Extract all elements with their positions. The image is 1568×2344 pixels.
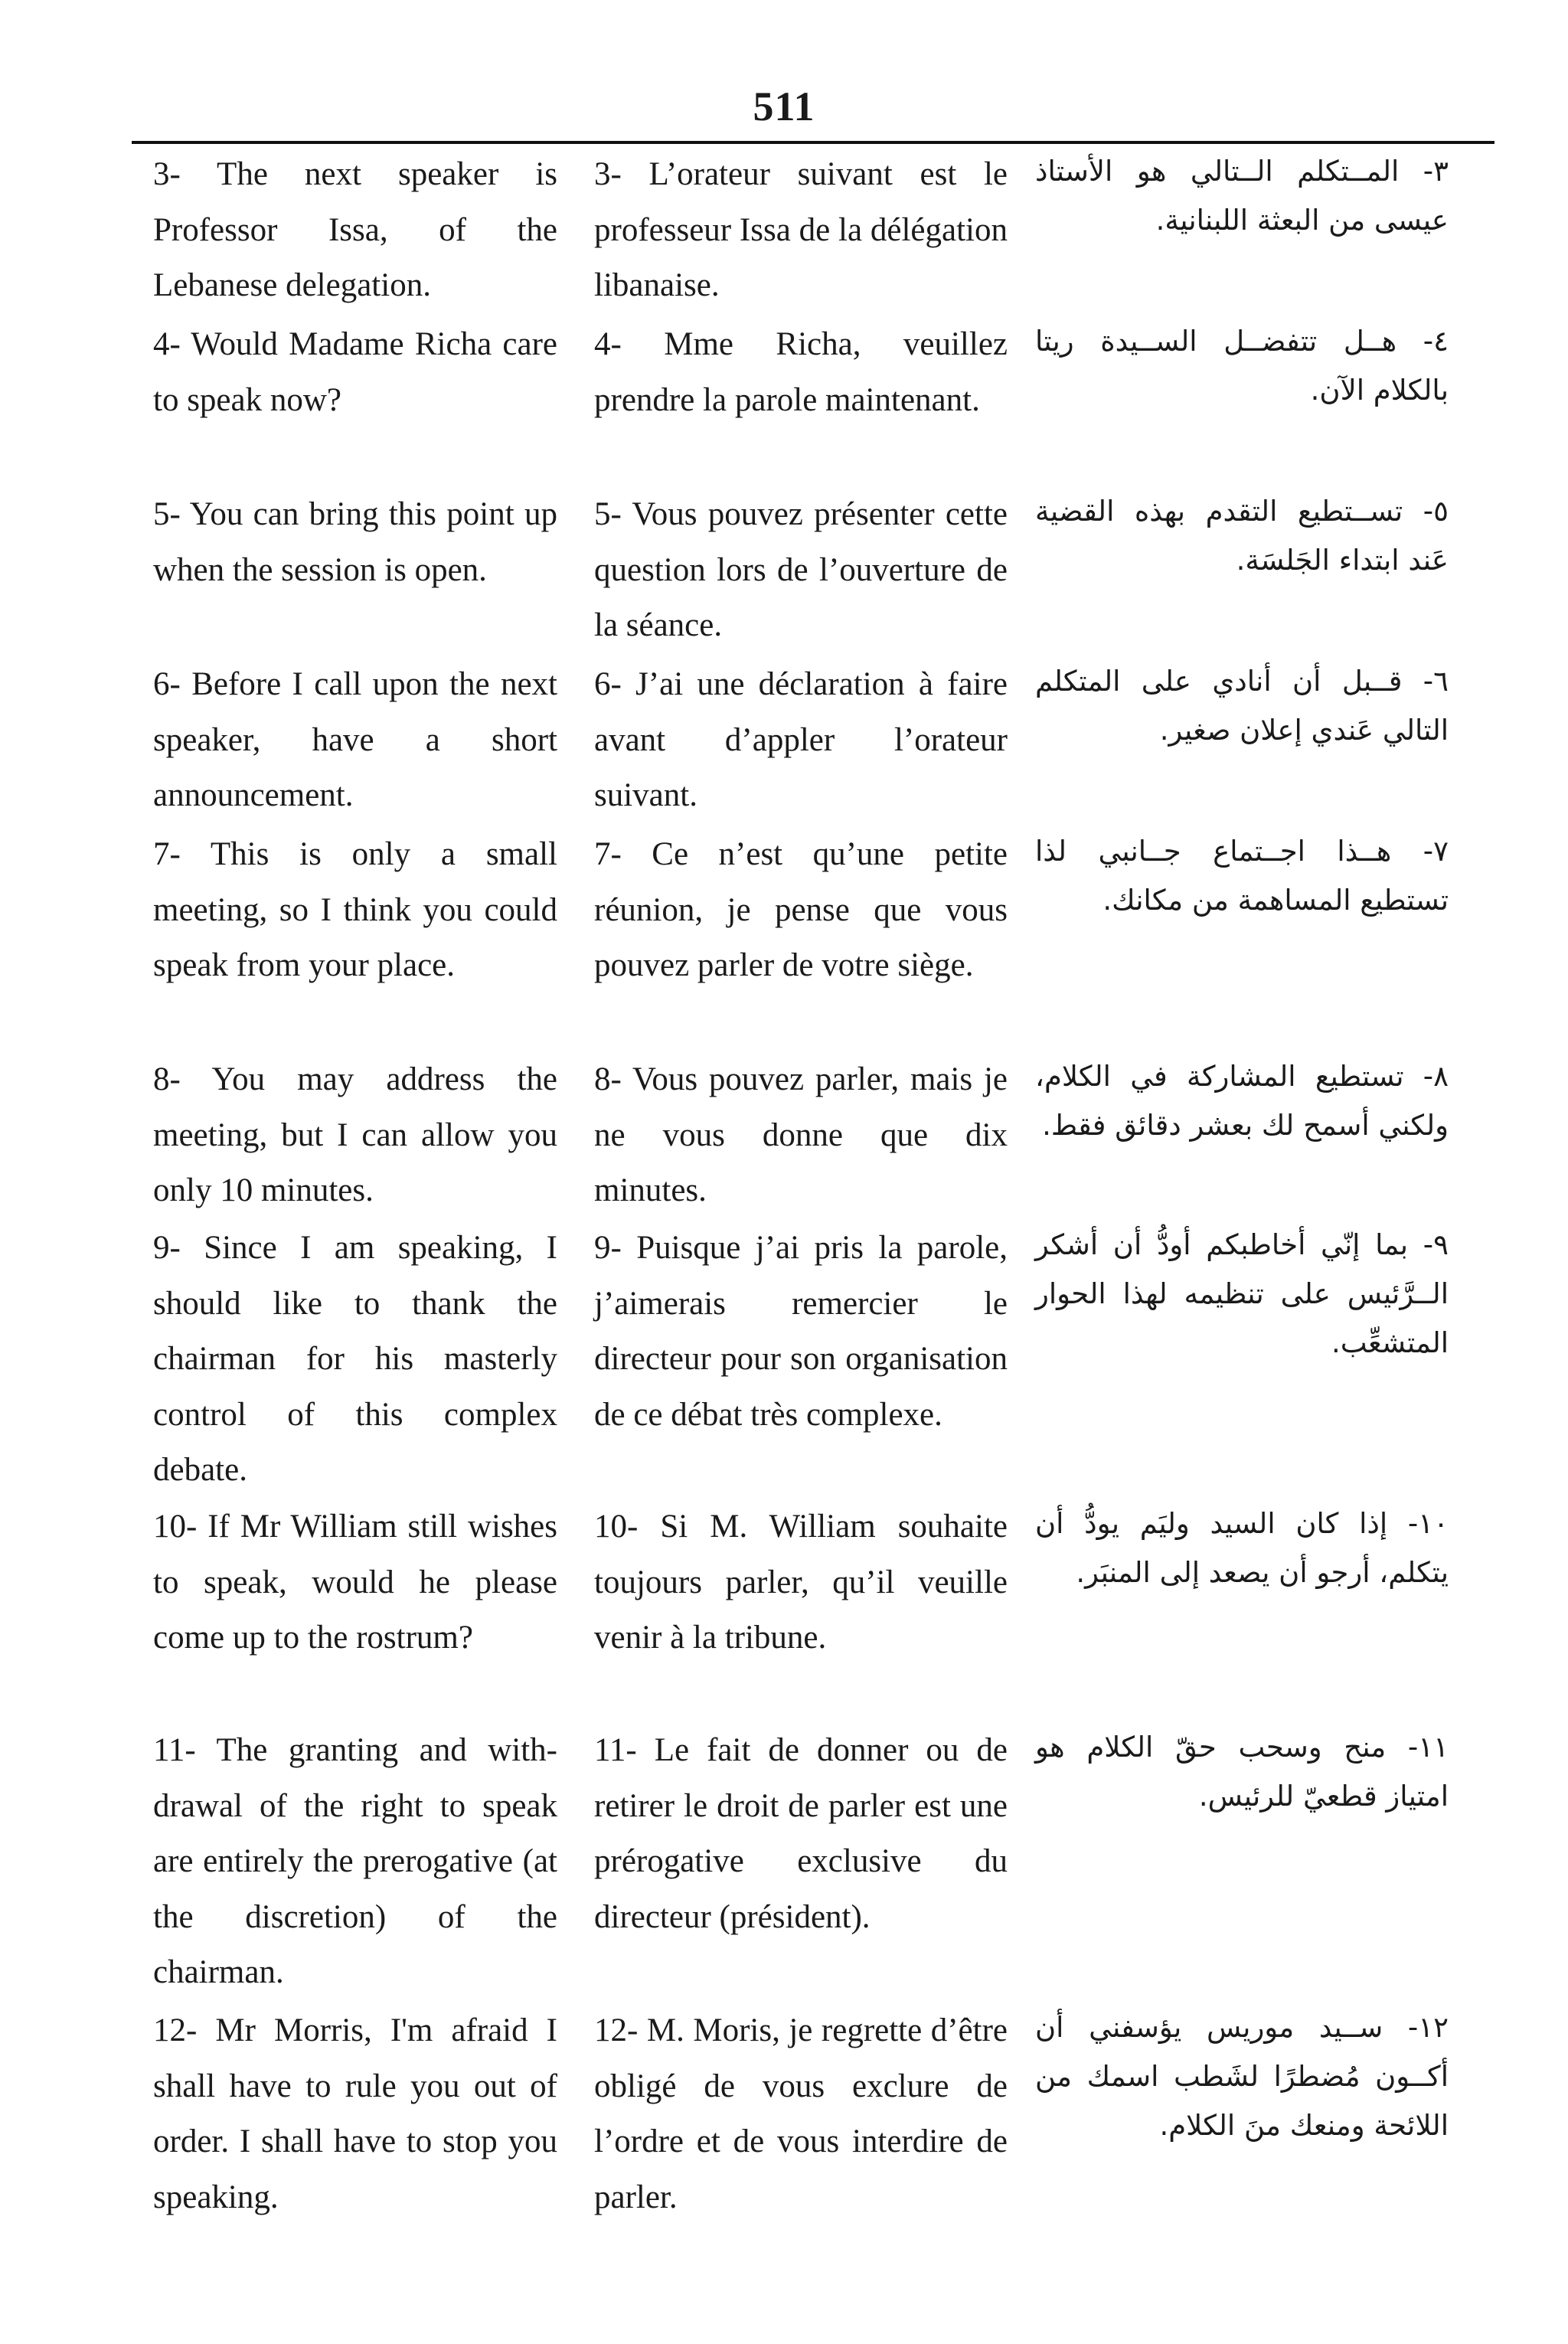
french-phrase: 8- Vous pouvez parler, mais je ne vous donne que dix minutes.	[594, 1061, 1008, 1208]
english-phrase: 4- Would Madame Richa care to speak now?	[153, 326, 557, 418]
arabic-phrase: ١٠- إذا كان السيد وليَم يودُّ أن يتكلم، أرجو أن يصعد إلى المنبَر.	[1035, 1507, 1449, 1589]
english-phrase: 9- Since I am speaking, I should like to thank the chairman for his masterly control of this complex debate.	[153, 1230, 557, 1488]
header-rule	[132, 141, 1494, 144]
english-phrase: 6- Before I call upon the next speaker, have a short announcement.	[153, 666, 557, 813]
english-phrase: 7- This is only a small meeting, so I think you could speak from your place.	[153, 836, 557, 983]
arabic-phrase: ٥- تســتطيع التقدم بهذه القضية عَند ابتداء الجَلسَة.	[1035, 495, 1449, 577]
english-phrase: 5- You can bring this point up when the session is open.	[153, 496, 557, 588]
english-phrase: 11- The granting and withdrawal of the right to speak are entirely the prerogative (at the discretion) of the chairman.	[153, 1732, 557, 1990]
english-phrase: 8- You may address the meeting, but I can allow you only 10 minutes.	[153, 1061, 557, 1208]
arabic-phrase: ٩- بما إنّي أخاطبكم أودُّ أن أشكر الــرَّئيس على تنظيمه لهذا الحوار المتشعِّب.	[1035, 1228, 1449, 1359]
french-phrase: 10- Si M. William souhaite toujours parler, qu’il veuille venir à la tribune.	[594, 1509, 1008, 1656]
french-phrase: 7- Ce n’est qu’une petite réunion, je pense que vous pouvez parler de votre siège.	[594, 836, 1008, 983]
arabic-phrase: ٣- المــتكلم الــتالي هو الأستاذ عيسى من البعثة اللبنانية.	[1035, 155, 1449, 237]
arabic-phrase: ٧- هــذا اجــتماع جــانبي لذا تستطيع المساهمة من مكانك.	[1035, 835, 1449, 917]
french-phrase: 3- L’orateur suivant est le professeur Issa de la délégation libanaise.	[594, 156, 1008, 303]
arabic-phrase: ٤- هــل تتفضــل الســيدة ريتا بالكلام الآن.	[1035, 325, 1449, 407]
english-phrase: 10- If Mr William still wishes to speak, would he please come up to the rostrum?	[153, 1509, 557, 1656]
page-number: 511	[753, 83, 815, 129]
french-phrase: 4- Mme Richa, veuillez prendre la parole maintenant.	[594, 326, 1008, 418]
french-phrase: 6- J’ai une déclaration à faire avant d’appler l’orateur suivant.	[594, 666, 1008, 813]
english-phrase: 3- The next speaker is Professor Issa, of the Lebanese delegation.	[153, 156, 557, 303]
french-phrase: 12- M. Moris, je regrette d’être obligé de vous exclure de l’ordre et de vous interdire de parler.	[594, 2012, 1008, 2215]
arabic-phrase: ٨- تستطيع المشاركة في الكلام، ولكني أسمح لك بعشر دقائق فقط.	[1035, 1060, 1449, 1142]
french-phrase: 11- Le fait de donner ou de retirer le droit de parler est une prérogative exclusive du directeur (président).	[594, 1732, 1008, 1935]
arabic-phrase: ١١- منح وسحب حقّ الكلام هو امتياز قطعيّ للرئيس.	[1035, 1731, 1449, 1813]
french-phrase: 9- Puisque j’ai pris la parole, j’aimerais remercier le directeur pour son organisation de ce débat très complexe.	[594, 1230, 1008, 1433]
english-phrase: 12- Mr Morris, I'm afraid I shall have to rule you out of order. I shall have to stop you speaking.	[153, 2012, 557, 2215]
french-phrase: 5- Vous pouvez présenter cette question lors de l’ouverture de la séance.	[594, 496, 1008, 643]
arabic-phrase: ١٢- ســيد موريس يؤسفني أن أكــون مُضطرًا لشَطب اسمك من اللائحة ومنعك منَ الكلام.	[1035, 2011, 1449, 2142]
arabic-phrase: ٦- قــبل أن أنادي على المتكلم التالي عَندي إعلان صغير.	[1035, 665, 1449, 747]
